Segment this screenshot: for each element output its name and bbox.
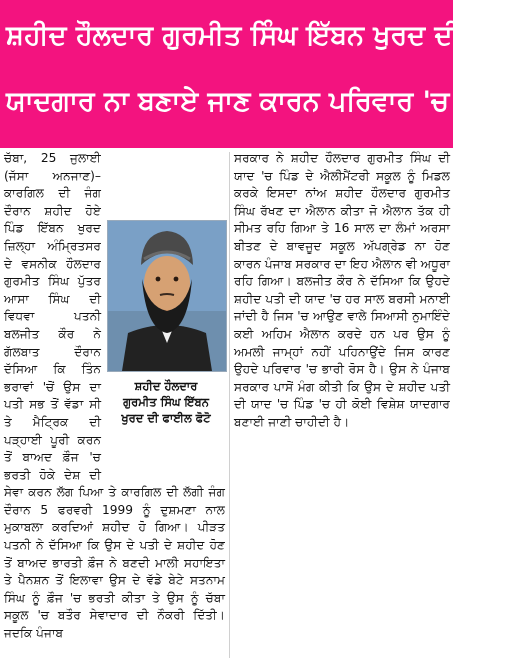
article-body-right: ਸਰਕਾਰ ਨੇ ਸ਼ਹੀਦ ਹੌਲਦਾਰ ਗੁਰਮੀਤ ਸਿੰਘ ਦੀ ਯਾਦ 'ਚ ਪਿੰਡ ਦੇ ਐਲੀਮੈਂਟਰੀ ਸਕੂਲ ਨੂੰ ਮਿਡਲ ਕਰਕੇ ਇਸਦਾ ਨਾਂਅ ਸ਼ਹੀਦ ਹੌਲਦਾਰ ਗੁਰਮੀਤ ਸਿੰਘ ਰੱਖਣ ਦਾ ਐਲਾਨ ਕੀਤਾ ਜੋ ਐਲਾਨ ਤੱਕ ਹੀ ਸੀਮਤ ਰਹਿ ਗਿਆ ਤੇ 16 ਸਾਲ ਦਾ ਲੰਮਾਂ ਅਰਸਾ ਬੀਤਣ ਦੇ ਬਾਵਜੂਦ ਸਕੂਲ ਅੱਪਗ੍ਰੇਡ ਨਾ ਹੋਣ ਕਾਰਨ ਪੰਜਾਬ ਸਰਕਾਰ ਦਾ ਇਹ ਐਲਾਨ ਵੀ ਅਧੂਰਾ ਰਹਿ ਗਿਆ। ਬਲਜੀਤ ਕੌਰ ਨੇ ਦੱਸਿਆ ਕਿ ਉਹਦੇ ਸ਼ਹੀਦ ਪਤੀ ਦੀ ਯਾਦ 'ਚ ਹਰ ਸਾਲ ਬਰਸੀ ਮਨਾਈ ਜਾਂਦੀ ਹੈ ਜਿਸ 'ਚ ਆਉਣ ਵਾਲੇ ਸਿਆਸੀ ਨੁਮਾਇੰਦੇ ਕਈ ਅਹਿਮ ਐਲਾਨ ਕਰਦੇ ਹਨ ਪਰ ਉਸ ਨੂੰ ਅਮਲੀ ਜਾਮ੍ਹਾਂ ਨਹੀਂ ਪਹਿਨਾਉਂਦੇ ਜਿਸ ਕਾਰਣ ਉਹਦੇ ਪਰਿਵਾਰ 'ਚ ਭਾਰੀ ਰੋਸ ਹੈ। ਉਸ ਨੇ ਪੰਜਾਬ ਸਰਕਾਰ ਪਾਸੋਂ ਮੰਗ ਕੀਤੀ ਕਿ ਉਸ ਦੇ ਸ਼ਹੀਦ ਪਤੀ ਦੀ ਯਾਦ 'ਚ ਪਿੰਡ 'ਚ ਹੀ ਕੋਈ ਵਿਸ਼ੇਸ਼ ਯਾਦਗਾਰ ਬਣਾਈ ਜਾਣੀ ਚਾਹੀਦੀ ਹੈ।: [234, 151, 450, 429]
headline-line-1: ਸ਼ਹੀਦ ਹੌਲਦਾਰ ਗੁਰਮੀਤ ਸਿੰਘ ਇੱਬਨ ਖੁਰਦ ਦੀ ਢੁਕਵੀਂ: [6, 20, 531, 51]
portrait-illustration: [108, 221, 226, 371]
photo-caption: [107, 378, 225, 426]
headline-line-2: ਯਾਦਗਾਰ ਨਾ ਬਣਾਏ ਜਾਣ ਕਾਰਨ ਪਰਿਵਾਰ 'ਚ ਰੋਸ: [6, 86, 494, 117]
caption-line-1: ਸ਼ਹੀਦ ਹੌਲਦਾਰ: [134, 379, 198, 393]
article-right-column: [234, 150, 450, 660]
article-body-left: ਚੱਬਾ, 25 ਜੁਲਾਈ (ਜੱਸਾ ਅਨਜਾਣ)–ਕਾਰਗਿਲ ਦੀ ਜੰਗ ਦੌਰਾਨ ਸ਼ਹੀਦ ਹੋਏ ਪਿੰਡ ਇੱਬਨ ਖੁਰਦ ਜ਼ਿਲ੍ਹਾ ਅੰਮ੍ਰਿਤਸਰ ਦੇ ਵਸਨੀਕ ਹੌਲਦਾਰ ਗੁਰਮੀਤ ਸਿੰਘ ਪੁੱਤਰ ਆਸਾ ਸਿੰਘ ਦੀ ਵਿਧਵਾ ਪਤਨੀ ਬਲਜੀਤ ਕੌਰ ਨੇ ਗੱਲਬਾਤ ਦੌਰਾਨ ਦੱਸਿਆ ਕਿ ਤਿੰਨ ਭਰਾਵਾਂ 'ਚੋਂ ਉਸ ਦਾ ਪਤੀ ਸਭ ਤੋਂ ਵੱਡਾ ਸੀ ਤੇ ਮੈਟ੍ਰਿਕ ਦੀ ਪੜ੍ਹਾਈ ਪੂਰੀ ਕਰਨ ਤੋਂ ਬਾਅਦ ਫ਼ੌਜ 'ਚ ਭਰਤੀ ਹੋਕੇ ਦੇਸ਼ ਦੀ ਸੇਵਾ ਕਰਨ ਲੱਗ ਪਿਆ ਤੇ ਕਾਰਗਿਲ ਦੀ ਲੱਗੀ ਜੰਗ ਦੌਰਾਨ 5 ਫਰਵਰੀ 1999 ਨੂੰ ਦੁਸ਼ਮਣਾ ਨਾਲ ਮੁਕਾਬਲਾ ਕਰਦਿਆਂ ਸ਼ਹੀਦ ਹੋ ਗਿਆ। ਪੀੜਤ ਪਤਨੀ ਨੇ ਦੱਸਿਆ ਕਿ ਉਸ ਦੇ ਪਤੀ ਦੇ ਸ਼ਹੀਦ ਹੋਣ ਤੋਂ ਬਾਅਦ ਭਾਰਤੀ ਫ਼ੌਜ ਨੇ ਬਣਦੀ ਮਾਲੀ ਸਹਾਇਤਾ ਤੇ ਪੈਨਸ਼ਨ ਤੋਂ ਇਲਾਵਾ ਉਸ ਦੇ ਵੱਡੇ ਬੇਟੇ ਸਤਨਾਮ ਸਿੰਘ ਨੂੰ ਫ਼ੌਜ 'ਚ ਭਰਤੀ ਕੀਤਾ ਤੇ ਉਸ ਨੂੰ ਚੱਬਾ ਸਕੂਲ 'ਚ ਬਤੌਰ ਸੇਵਾਦਾਰ ਦੀ ਨੌਕਰੀ ਦਿੱਤੀ। ਜਦਕਿ ਪੰਜਾਬ: [4, 151, 225, 641]
article-left-column: [4, 150, 225, 660]
file-photo: [107, 220, 227, 372]
caption-line-3: ਖੁਰਦ ਦੀ ਫਾਈਲ ਫੋਟੋ: [121, 411, 211, 425]
headline-banner: [0, 0, 531, 148]
column-divider: [229, 152, 230, 658]
photo-block: [107, 220, 225, 472]
caption-line-2: ਗੁਰਮੀਤ ਸਿੰਘ ਇੱਬਨ: [123, 395, 209, 409]
